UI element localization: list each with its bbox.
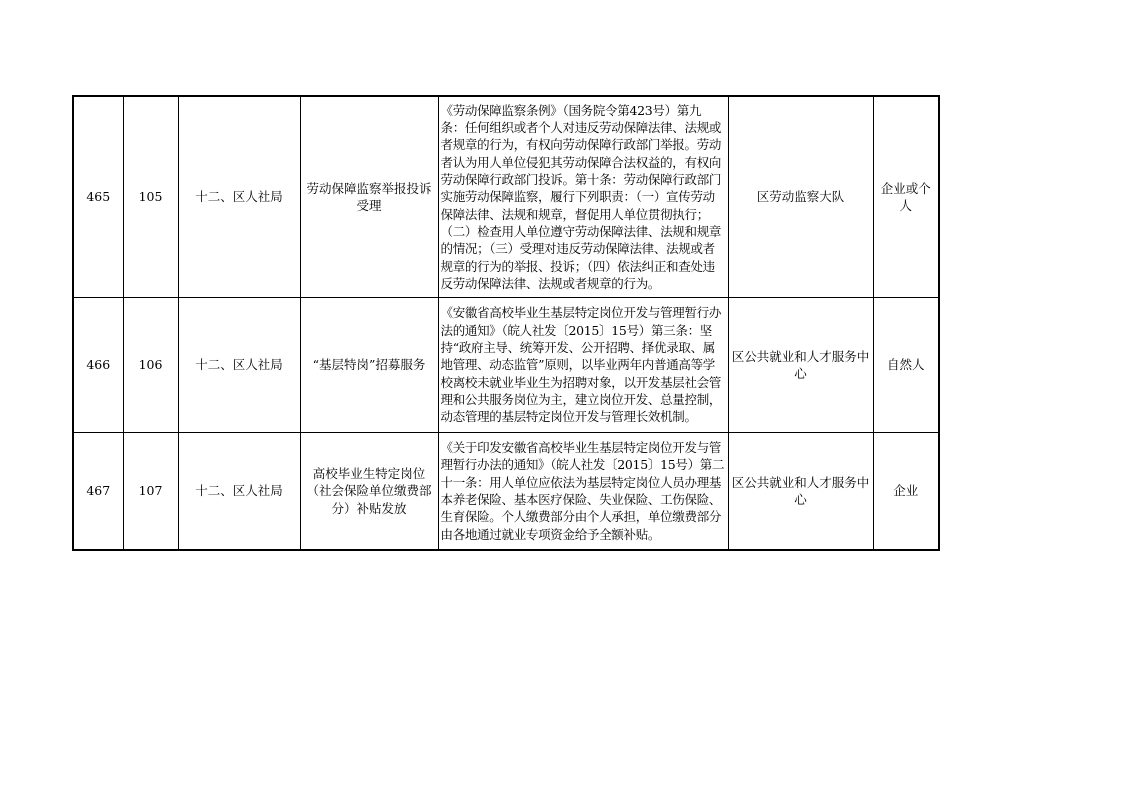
legal-basis-cell: 《劳动保障监察条例》（国务院令第423号）第九条：任何组织或者个人对违反劳动保障法律、法规或者规章的行为，有权向劳动保障行政部门举报。劳动者认为用人单位侵犯其劳动保障合法权益的，有权向劳动保障行政部门投诉。第十条：劳动保障行政部门实施劳动保障监察，履行下列职责：（一）宣传劳动保障法律、法规和规章，督促用人单位贯彻执行；（二）检查用人单位遵守劳动保障法律、法规和规章的情况；（三）受理对违反劳动保障法律、法规或者规章的行为的举报、投诉；（四）依法纠正和查处违反劳动保障法律、法规或者规章的行为。	[438, 96, 728, 298]
department-cell: 十二、区人社局	[178, 298, 300, 433]
table-row	[73, 433, 939, 551]
responsible-unit-cell: 区劳动监察大队	[728, 96, 873, 298]
department-cell: 十二、区人社局	[178, 433, 300, 551]
item-name-cell: “基层特岗”招募服务	[300, 298, 438, 433]
sub-seq-cell: 107	[123, 433, 178, 551]
legal-basis-cell: 《关于印发安徽省高校毕业生基层特定岗位开发与管理暂行办法的通知》（皖人社发〔2015〕15号）第二十一条：用人单位应依法为基层特定岗位人员办理基本养老保险、基本医疗保险、失业保险、工伤保险、生育保险。个人缴费部分由个人承担，单位缴费部分由各地通过就业专项资金给予全额补贴。	[438, 433, 728, 551]
sub-seq-cell: 106	[123, 298, 178, 433]
sub-seq-cell: 105	[123, 96, 178, 298]
seq-cell: 465	[73, 96, 123, 298]
responsible-unit-cell: 区公共就业和人才服务中心	[728, 298, 873, 433]
seq-cell: 467	[73, 433, 123, 551]
item-name-cell: 高校毕业生特定岗位（社会保险单位缴费部分）补贴发放	[300, 433, 438, 551]
item-name-cell: 劳动保障监察举报投诉受理	[300, 96, 438, 298]
department-cell: 十二、区人社局	[178, 96, 300, 298]
legal-basis-cell: 《安徽省高校毕业生基层特定岗位开发与管理暂行办法的通知》（皖人社发〔2015〕15号）第三条：坚持“政府主导、统筹开发、公开招聘、择优录取、属地管理、动态监管”原则，以毕业两年内普通高等学校离校未就业毕业生为招聘对象，以开发基层社会管理和公共服务岗位为主，建立岗位开发、总量控制，动态管理的基层特定岗位开发与管理长效机制。	[438, 298, 728, 433]
service-target-cell: 企业	[873, 433, 939, 551]
table-row	[73, 96, 939, 298]
service-items-table	[72, 95, 940, 551]
service-target-cell: 自然人	[873, 298, 939, 433]
responsible-unit-cell: 区公共就业和人才服务中心	[728, 433, 873, 551]
seq-cell: 466	[73, 298, 123, 433]
table-row	[73, 298, 939, 433]
service-target-cell: 企业或个人	[873, 96, 939, 298]
